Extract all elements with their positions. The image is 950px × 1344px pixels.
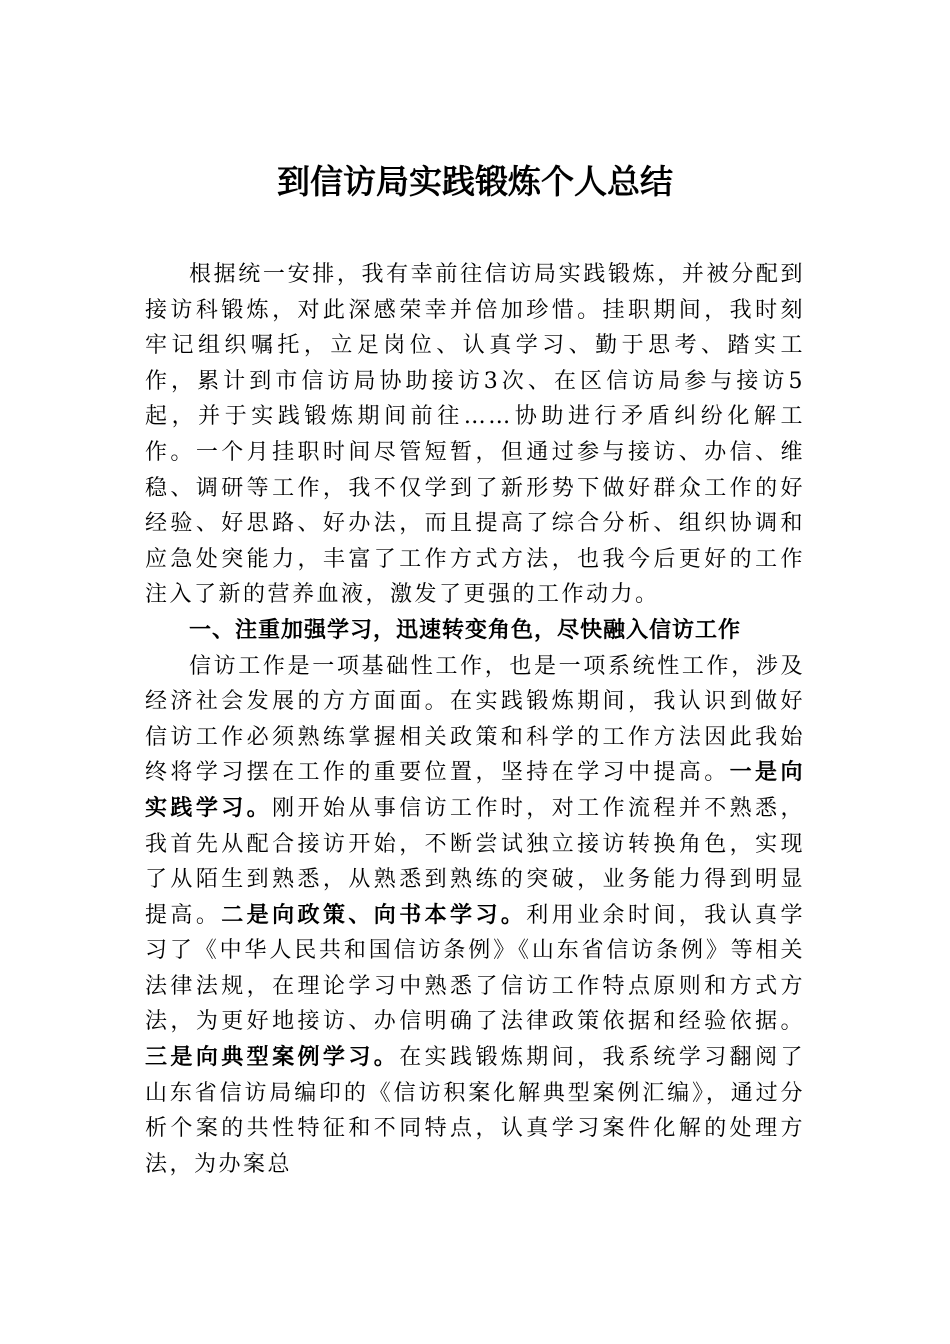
section-paragraph [145,649,805,1183]
section-heading: 一、注重加强学习，迅速转变角色，尽快融入信访工作 [189,617,742,643]
intro-paragraph: 根据统一安排，我有幸前往信访局实践锻炼，并被分配到接访科锻炼，对此深感荣幸并倍加珍惜。挂职期间，我时刻牢记组织嘱托，立足岗位、认真学习、勤于思考、踏实工作，累计到市信访局协助接访3次、在区信访局参与接访5起，并于实践锻炼期间前往……协助进行矛盾纠纷化解工作。一个月挂职时间尽管短暂，但通过参与接访、办信、维稳、调研等工作，我不仅学到了新形势下做好群众工作的好经验、好思路、好办法，而且提高了综合分析、组织协调和应急处突能力，丰富了工作方式方法，也我今后更好的工作注入了新的营养血液，激发了更强的工作动力。 [145,262,805,608]
document-title: 到信访局实践锻炼个人总结 [277,162,673,201]
section-text: 信访工作是一项基础性工作，也是一项系统性工作，涉及经济社会发展的方方面面。在实践锻炼期间，我认识到做好信访工作必须熟练掌握相关政策和科学的工作方法因此我始终将学习摆在工作的重要位置，坚持在学习中提高。 [145,653,805,786]
document-body [145,257,805,1182]
section-text: 利用业余时间，我认真学习了《中华人民共和国信访条例》《山东省信访条例》等相关法律法规，在理论学习中熟悉了信访工作特点原则和方式方法，为更好地接访、办信明确了法律政策依据和经验依据。 [145,902,805,1035]
key-point: 一是向实践学习。 [145,759,805,821]
key-point: 三是向典型案例学习。 [145,1044,400,1071]
key-point: 二是向政策、向书本学习。 [221,901,527,928]
section-text: 刚开始从事信访工作时，对工作流程并不熟悉，我首先从配合接访开始，不断尝试独立接访转换角色，实现了从陌生到熟悉，从熟悉到熟练的突破，业务能力得到明显提高。 [145,795,805,928]
section-text: 在实践锻炼期间，我系统学习翻阅了山东省信访局编印的《信访积案化解典型案例汇编》，通过分析个案的共性特征和不同特点，认真学习案件化解的处理方法，为办案总 [145,1045,805,1177]
